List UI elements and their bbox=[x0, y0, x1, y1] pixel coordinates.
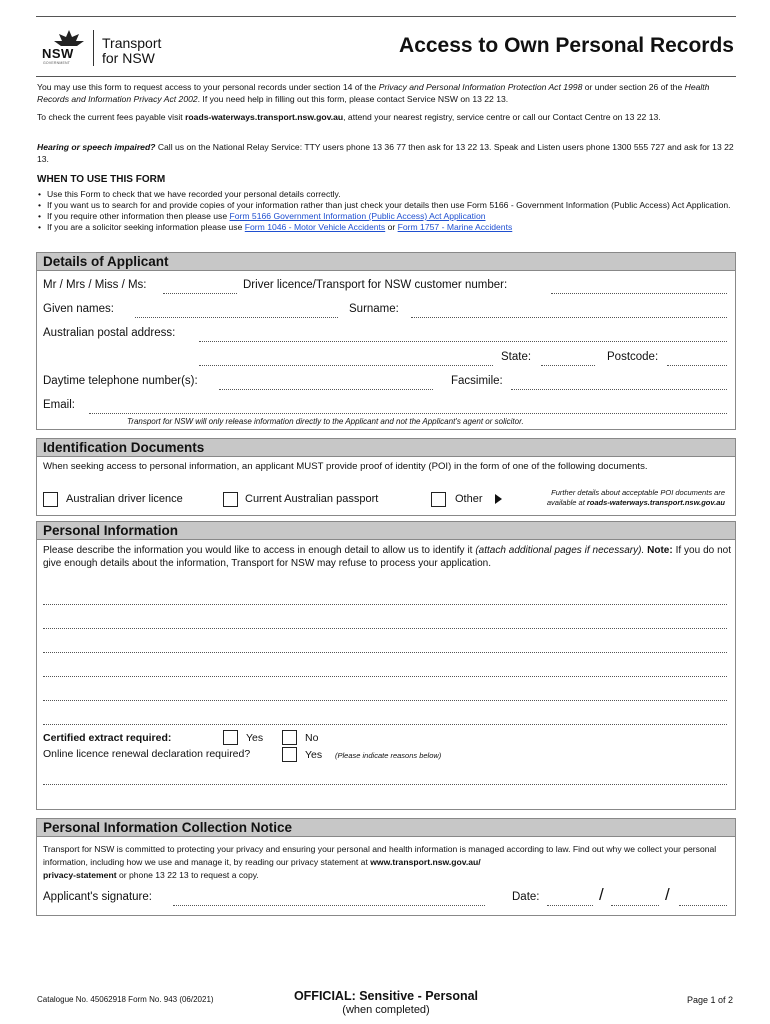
other-label: Other bbox=[455, 493, 483, 505]
postcode-field[interactable] bbox=[667, 365, 727, 366]
when-completed-label: (when completed) bbox=[342, 1004, 430, 1016]
nsw-logo bbox=[42, 28, 182, 70]
poi-note-line2 bbox=[509, 498, 725, 508]
email-field[interactable] bbox=[89, 413, 727, 414]
form-1046-link[interactable]: Form 1046 - Motor Vehicle Accidents bbox=[244, 222, 386, 232]
intro-paragraph-3 bbox=[37, 141, 735, 165]
logo-line2: for NSW bbox=[102, 50, 155, 66]
signature-label: Applicant's signature: bbox=[43, 891, 152, 903]
state-label: State: bbox=[501, 351, 532, 363]
form-5166-link[interactable]: Form 5166 Government Information (Public Access) Act Application bbox=[229, 211, 486, 221]
other-checkbox[interactable] bbox=[431, 492, 446, 507]
personal-info-text bbox=[43, 544, 731, 570]
state-field[interactable] bbox=[541, 365, 595, 366]
intro-text: . If you need help in filling out this form, please contact Service NSW on 13 22 13. bbox=[197, 94, 509, 104]
identification-heading: Identification Documents bbox=[37, 439, 735, 457]
personal-text: Please describe the information you would like to access in enough detail to allow us to identify it bbox=[43, 545, 476, 556]
passport-checkbox[interactable] bbox=[223, 492, 238, 507]
reasons-line[interactable] bbox=[43, 784, 727, 785]
list-item bbox=[37, 222, 735, 233]
email-label: Email: bbox=[43, 399, 75, 411]
intro-paragraph-2 bbox=[37, 111, 735, 123]
list-item: • If you want us to search for and provide copies of your information rather than just check your details then use Form 5166 - Government Information (Public Access) Act Application. bbox=[37, 200, 735, 211]
intro-text: You may use this form to request access to your personal records under section 14 of the bbox=[37, 82, 379, 92]
applicant-section bbox=[36, 252, 736, 430]
postal-address-field-1[interactable] bbox=[199, 341, 727, 342]
poi-note-text: available at bbox=[546, 498, 587, 507]
description-line[interactable] bbox=[43, 604, 727, 605]
logo-divider bbox=[93, 30, 94, 66]
date-day-field[interactable] bbox=[547, 905, 593, 906]
when-list bbox=[37, 189, 735, 233]
classification-label bbox=[270, 989, 502, 1016]
intro-text: To check the current fees payable visit bbox=[37, 112, 186, 122]
intro-paragraph-1 bbox=[37, 81, 735, 105]
list-text: If you require other information then please use bbox=[47, 211, 230, 221]
date-label: Date: bbox=[512, 891, 540, 903]
intro-text: or under section 26 of the bbox=[582, 82, 685, 92]
intro-act-2: Health Records and Information Privacy Act 2002 bbox=[37, 82, 710, 104]
release-note: Transport for NSW will only release information directly to the Applicant and not the Applicant's agent or solicitor. bbox=[127, 417, 524, 426]
phone-label: Daytime telephone number(s): bbox=[43, 375, 198, 387]
list-item bbox=[37, 211, 735, 222]
identification-section bbox=[36, 438, 736, 516]
list-text: or bbox=[385, 222, 398, 232]
page-number: Page 1 of 2 bbox=[687, 995, 734, 1005]
surname-field[interactable] bbox=[411, 317, 727, 318]
fees-url: roads-waterways.transport.nsw.gov.au bbox=[185, 112, 344, 122]
certified-extract-label: Certified extract required: bbox=[43, 732, 172, 744]
description-line[interactable] bbox=[43, 724, 727, 725]
form-1757-link[interactable]: Form 1757 - Marine Accidents bbox=[397, 222, 513, 232]
collection-notice-text bbox=[43, 843, 731, 882]
given-names-label: Given names: bbox=[43, 303, 114, 315]
fax-field[interactable] bbox=[511, 389, 727, 390]
personal-info-section bbox=[36, 521, 736, 810]
logo-government-text: GOVERNMENT bbox=[43, 61, 71, 65]
collection-notice-heading: Personal Information Collection Notice bbox=[37, 819, 735, 837]
applicant-heading: Details of Applicant bbox=[37, 253, 735, 271]
intro-text: , attend your nearest registry, service centre or call our Contact Centre on 13 22 13. bbox=[343, 112, 661, 122]
certified-yes-label: Yes bbox=[246, 732, 264, 744]
poi-further-details bbox=[509, 488, 725, 508]
collection-notice-section bbox=[36, 818, 736, 916]
licence-label: Driver licence/Transport for NSW customer number: bbox=[243, 279, 508, 291]
description-line[interactable] bbox=[43, 652, 727, 653]
top-rule bbox=[36, 16, 736, 17]
intro-text: Call us on the National Relay Service: TTY users phone 13 36 77 then ask for 13 22 13. Speak and Listen users phone 1300 555 727 and ask for 13 22 13. bbox=[37, 142, 734, 164]
logo-nsw-text: NSW bbox=[42, 46, 74, 61]
reasons-note: (Please indicate reasons below) bbox=[335, 751, 442, 760]
privacy-url-2: privacy-statement bbox=[43, 870, 117, 880]
arrow-right-icon bbox=[495, 494, 502, 504]
notice-text: or phone 13 22 13 to request a copy. bbox=[116, 870, 259, 880]
renewal-yes-checkbox[interactable] bbox=[282, 747, 297, 762]
driver-licence-label: Australian driver licence bbox=[66, 493, 183, 505]
personal-text: If you do not give enough details about the information, Transport for NSW may refuse to process your application. bbox=[43, 545, 731, 569]
poi-note-line1: Further details about acceptable POI documents are bbox=[551, 488, 725, 497]
description-line[interactable] bbox=[43, 676, 727, 677]
date-separator: / bbox=[599, 885, 604, 904]
renewal-yes-label: Yes bbox=[305, 749, 323, 761]
description-line[interactable] bbox=[43, 628, 727, 629]
catalogue-number: Catalogue No. 45062918 Form No. 943 (06/2021) bbox=[37, 995, 214, 1004]
page-title: Access to Own Personal Records bbox=[399, 34, 734, 57]
header-rule bbox=[36, 76, 736, 77]
driver-licence-checkbox[interactable] bbox=[43, 492, 58, 507]
waratah-icon bbox=[46, 28, 92, 48]
identification-text: When seeking access to personal information, an applicant MUST provide proof of identity (POI) in the form of one of the following documents. bbox=[43, 461, 648, 472]
notice-text: Transport for NSW is committed to protecting your privacy and ensuring your personal and health information is managed according to law. Find out why we collect your personal information, including how we use and manage it, by reading our privacy statement at bbox=[43, 844, 717, 867]
certified-yes-checkbox[interactable] bbox=[223, 730, 238, 745]
list-item: • Use this Form to check that we have recorded your personal details correctly. bbox=[37, 189, 735, 200]
list-text: If you are a solicitor seeking information please use bbox=[47, 222, 245, 232]
personal-text-italic: (attach additional pages if necessary). bbox=[475, 545, 645, 556]
date-separator: / bbox=[665, 885, 670, 904]
certified-no-checkbox[interactable] bbox=[282, 730, 297, 745]
official-label: OFFICIAL: Sensitive - Personal bbox=[293, 989, 479, 1003]
logo-transport-text bbox=[102, 36, 161, 66]
title-label: Mr / Mrs / Miss / Ms: bbox=[43, 279, 147, 291]
description-line[interactable] bbox=[43, 700, 727, 701]
date-month-field[interactable] bbox=[611, 905, 659, 906]
intro-act-1: Privacy and Personal Information Protection Act 1998 bbox=[378, 82, 583, 92]
passport-label: Current Australian passport bbox=[245, 493, 379, 505]
signature-field[interactable] bbox=[173, 905, 485, 906]
surname-label: Surname: bbox=[349, 303, 399, 315]
privacy-url-1: www.transport.nsw.gov.au/ bbox=[370, 857, 481, 867]
hearing-impaired-heading: Hearing or speech impaired? bbox=[37, 142, 156, 152]
phone-field[interactable] bbox=[219, 389, 433, 390]
postal-address-label: Australian postal address: bbox=[43, 327, 176, 339]
when-heading: WHEN TO USE THIS FORM bbox=[37, 174, 166, 185]
certified-no-label: No bbox=[305, 732, 319, 744]
logo-line1: Transport bbox=[102, 35, 162, 51]
poi-url: roads-waterways.transport.nsw.gov.au bbox=[586, 498, 725, 507]
personal-note-label: Note: bbox=[644, 545, 673, 556]
licence-field[interactable] bbox=[551, 293, 727, 294]
given-names-field[interactable] bbox=[135, 317, 338, 318]
fax-label: Facsimile: bbox=[451, 375, 503, 387]
postcode-label: Postcode: bbox=[607, 351, 659, 363]
renewal-declaration-label: Online licence renewal declaration required? bbox=[43, 748, 251, 760]
postal-address-field-2[interactable] bbox=[199, 365, 493, 366]
date-year-field[interactable] bbox=[679, 905, 727, 906]
title-field[interactable] bbox=[163, 293, 237, 294]
personal-info-heading: Personal Information bbox=[37, 522, 735, 540]
